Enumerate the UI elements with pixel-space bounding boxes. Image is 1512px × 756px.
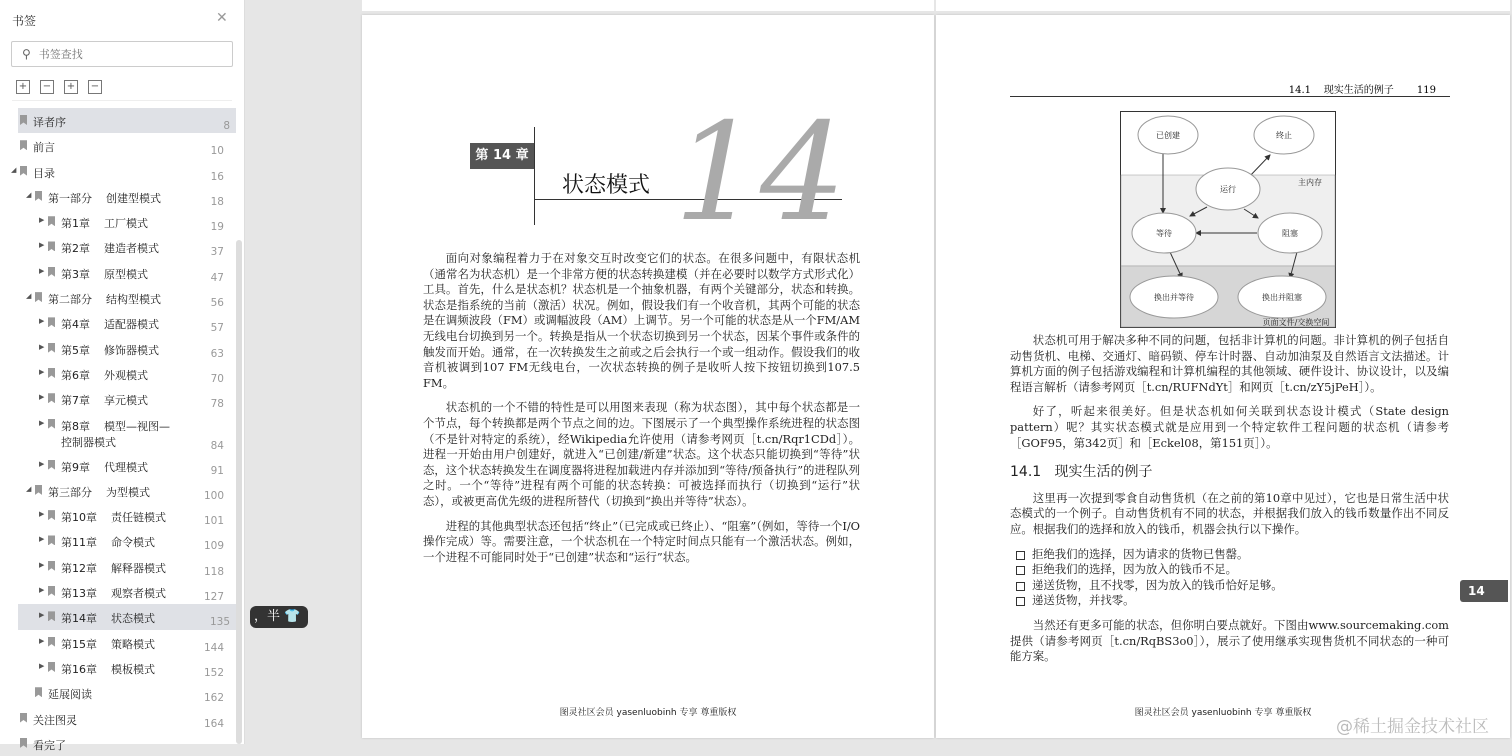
bookmark-item[interactable] — [0, 478, 236, 503]
bookmark-label: 第14章 状态模式 — [61, 612, 155, 626]
remove-bookmark-icon[interactable]: − — [88, 80, 102, 94]
expand-arrow-icon[interactable]: ▶ — [39, 586, 45, 595]
watermark: @稀土掘金技术社区 — [1336, 717, 1489, 737]
expand-arrow-icon[interactable]: ▶ — [39, 367, 45, 376]
bookmark-label: 第16章 模板模式 — [61, 662, 155, 676]
bookmark-page-number: 100 — [203, 489, 224, 502]
region-label: 主内存 — [1298, 178, 1322, 187]
bookmark-label: 译者序 — [33, 116, 66, 129]
bookmark-icon — [48, 343, 55, 353]
bookmark-label: 第12章 解释器模式 — [61, 561, 166, 575]
bookmark-page-number: 118 — [203, 565, 224, 578]
bookmark-icon — [35, 485, 42, 495]
chapter-body — [423, 251, 860, 574]
bookmark-label: 第5章 修饰器模式 — [61, 343, 159, 357]
bookmark-item[interactable] — [18, 108, 236, 133]
bookmark-page-number: 19 — [210, 221, 224, 234]
bookmark-page-number: 47 — [210, 271, 224, 284]
previous-page-edge — [362, 0, 934, 11]
bookmark-page-number: 84 — [210, 439, 224, 452]
bookmark-item[interactable] — [0, 260, 236, 285]
bookmark-label: 关注图灵 — [33, 713, 77, 727]
bookmark-item[interactable] — [0, 528, 236, 553]
state-label: 运行 — [1220, 185, 1236, 194]
bookmark-item[interactable] — [0, 630, 236, 655]
expand-arrow-icon[interactable]: ▶ — [39, 266, 45, 275]
region-label: 页面文件/交换空间 — [1262, 318, 1330, 327]
bookmark-icon — [48, 267, 55, 277]
bookmark-search-box[interactable] — [11, 41, 233, 67]
collapse-arrow-icon[interactable]: ◢ — [26, 292, 32, 301]
bookmark-icon — [35, 687, 42, 697]
divider — [12, 100, 232, 101]
bookmark-item[interactable] — [0, 706, 236, 731]
expand-arrow-icon[interactable]: ▶ — [39, 459, 45, 468]
sidebar-scrollbar[interactable] — [236, 240, 242, 744]
collapse-arrow-icon[interactable]: ◢ — [11, 165, 17, 174]
bookmark-icon — [48, 637, 55, 647]
bookmark-item[interactable] — [0, 159, 236, 184]
paragraph: 当然还有更多可能的状态，但你明白要点就好。下图由www.sourcemaking.com提供（请参考网页［t.cn/RqBS3o0］），展示了使用继承实现售货机不同状态的一种可能方案。 — [1010, 617, 1449, 664]
process-state-diagram — [1120, 111, 1336, 328]
bookmark-label: 延展阅读 — [48, 688, 92, 702]
bookmark-label: 第10章 责任链模式 — [61, 511, 166, 525]
running-header — [1010, 81, 1450, 97]
page-footer: 图灵社区会员 yasenluobinh 专享 尊重版权 — [559, 708, 737, 718]
bookmark-label: 第7章 享元模式 — [61, 394, 148, 408]
bookmark-item[interactable] — [18, 604, 236, 629]
section-heading: 14.1 现实生活的例子 — [1010, 464, 1153, 481]
bookmark-page-number: 10 — [210, 145, 224, 158]
bookmark-item[interactable] — [0, 361, 236, 386]
bookmark-icon — [48, 317, 55, 327]
previous-page-edge — [936, 0, 1510, 11]
bookmark-icon — [48, 535, 55, 545]
state-label: 阻塞 — [1282, 229, 1298, 238]
chapter-number: 14 — [674, 94, 846, 251]
bookmark-icon — [48, 561, 55, 571]
left-page — [362, 15, 934, 738]
expand-arrow-icon[interactable]: ▶ — [39, 510, 45, 519]
bookmark-page-number: 127 — [203, 591, 224, 604]
bookmark-page-number: 78 — [210, 398, 224, 411]
bookmark-icon — [48, 510, 55, 520]
bookmark-label: 目录 — [33, 166, 55, 180]
bookmark-label: 第三部分 为型模式 — [48, 485, 150, 499]
bookmark-icon — [48, 419, 55, 429]
bookmark-item[interactable] — [0, 453, 236, 478]
chapter-label: 第 14 章 — [470, 143, 534, 169]
header-page: 119 — [1416, 85, 1436, 96]
bookmark-icon — [48, 460, 55, 470]
bookmark-label: 第4章 适配器模式 — [61, 318, 159, 332]
section-body — [1010, 333, 1449, 674]
search-icon: ⚲ — [22, 47, 31, 61]
bookmark-page-number: 144 — [203, 641, 224, 654]
bookmark-page-number: 164 — [203, 717, 224, 730]
list-item: 拒绝我们的选择，因为放入的钱币不足。 — [1010, 562, 1449, 578]
bookmark-icon — [48, 216, 55, 226]
bookmark-item[interactable] — [0, 234, 236, 259]
expand-arrow-icon[interactable]: ▶ — [39, 418, 45, 427]
bookmark-icon — [35, 292, 42, 302]
page-footer: 图灵社区会员 yasenluobinh 专享 尊重版权 — [1134, 708, 1312, 718]
bookmark-icon — [20, 166, 27, 176]
bookmark-page-number: 57 — [210, 322, 224, 335]
bookmark-label: 第9章 代理模式 — [61, 460, 148, 474]
bookmark-page-number: 162 — [203, 692, 224, 705]
paragraph: 好了，听起来很美好。但是状态机如何关联到状态设计模式（State design pattern）呢？其实状态模式就是应用到一个特定软件工程问题的状态机（请参考［GOF95，第342页］和［Eckel08，第151页］）。 — [1010, 404, 1449, 450]
bookmark-icon — [48, 586, 55, 596]
bookmark-page-number: 91 — [210, 464, 224, 477]
collapse-all-icon[interactable]: − — [40, 80, 54, 94]
state-label: 换出并阻塞 — [1262, 293, 1302, 302]
paragraph: 这里再一次提到零食自动售货机（在之前的第10章中见过），它也是日常生活中状态模式的一个例子。自动售货机有不同的状态，并根据我们放入的钱币数量作出不同反应。根据我们的选择和放入的钱币，机器会执行以下操作。 — [1010, 490, 1449, 536]
bookmark-sidebar — [0, 0, 245, 752]
bookmark-page-number: 70 — [210, 372, 224, 385]
add-bookmark-icon[interactable]: + — [64, 80, 78, 94]
right-page — [936, 15, 1510, 738]
expand-arrow-icon[interactable]: ▶ — [39, 636, 45, 645]
bookmark-icon — [48, 241, 55, 251]
bookmark-label: 第8章 模型—视图— 控制器模式 — [61, 419, 170, 449]
paragraph: 状态机可用于解决多种不同的问题，包括非计算机的问题。非计算机的例子包括自动售货机、电梯、交通灯、暗码锁、停车计时器、自动加油泵及自然语言文法描述。计算机方面的例子包括游戏编程和计算机编程的其他领域、硬件设计、协议设计，以及编程语言解析（请参考网页［t.cn/RUFNdYt］和网页［t.cn/zY5jPeH］）。 — [1010, 333, 1449, 394]
bookmark-icon — [20, 738, 27, 748]
bookmark-label: 第11章 命令模式 — [61, 536, 155, 550]
bookmark-item[interactable] — [0, 579, 236, 604]
bookmark-icon — [48, 368, 55, 378]
expand-arrow-icon[interactable]: ▶ — [39, 216, 45, 225]
ime-tooltip: ，半 👕 — [250, 606, 308, 628]
bookmark-page-number: 56 — [210, 297, 224, 310]
bookmark-page-number: 18 — [210, 195, 224, 208]
bookmark-item[interactable] — [0, 503, 236, 528]
expand-arrow-icon[interactable]: ▶ — [39, 560, 45, 569]
bookmark-item[interactable] — [0, 336, 236, 361]
header-section: 14.1 现实生活的例子 — [1288, 85, 1394, 96]
bookmark-page-number: 8 — [223, 120, 230, 132]
bookmark-page-number: 16 — [210, 170, 224, 183]
bullet-list — [1010, 547, 1449, 609]
chapter-title: 状态模式 — [562, 173, 651, 198]
bookmark-label: 第二部分 结构型模式 — [48, 293, 161, 307]
collapse-arrow-icon[interactable]: ◢ — [26, 484, 32, 493]
bookmark-page-number: 37 — [210, 246, 224, 259]
collapse-arrow-icon[interactable]: ◢ — [26, 190, 32, 199]
paragraph: 进程的其他典型状态还包括“终止”（已完成或已终止）、“阻塞”（例如，等待一个I/O操作完成）等。需要注意，一个状态机在一个特定时间点只能有一个激活状态。例如，一个进程不可能同时处于“已创建”状态和“运行”状态。 — [423, 518, 860, 564]
bookmark-icon — [20, 713, 27, 723]
bookmark-item[interactable] — [0, 184, 236, 209]
expand-arrow-icon[interactable]: ▶ — [39, 611, 45, 620]
expand-arrow-icon[interactable]: ▶ — [39, 241, 45, 250]
expand-arrow-icon[interactable]: ▶ — [39, 661, 45, 670]
bookmark-label: 第6章 外观模式 — [61, 368, 148, 382]
bookmark-item[interactable] — [0, 133, 236, 158]
bookmark-label: 第1章 工厂模式 — [61, 217, 148, 231]
state-label: 换出并等待 — [1154, 293, 1194, 302]
list-item: 拒绝我们的选择，因为请求的货物已售罄。 — [1010, 547, 1449, 563]
chapter-rule — [534, 127, 535, 225]
bookmark-item[interactable] — [0, 680, 236, 705]
list-item: 递送货物，并找零。 — [1010, 593, 1449, 609]
sidebar-title: 书签 — [12, 14, 37, 28]
bookmark-icon — [20, 140, 27, 150]
bookmark-icon — [48, 662, 55, 672]
bookmark-label: 第13章 观察者模式 — [61, 587, 166, 601]
expand-arrow-icon[interactable]: ▶ — [39, 535, 45, 544]
bookmark-icon — [48, 393, 55, 403]
expand-arrow-icon[interactable]: ▶ — [39, 317, 45, 326]
bookmark-icon — [48, 611, 55, 621]
bookmark-label: 第一部分 创建型模式 — [48, 191, 161, 205]
bookmark-item[interactable] — [0, 386, 236, 411]
bookmark-label: 看完了 — [33, 738, 66, 752]
bookmark-label: 第2章 建造者模式 — [61, 242, 159, 256]
bookmark-label: 前言 — [33, 141, 55, 155]
bookmark-tree — [0, 108, 236, 756]
bookmark-item[interactable] — [0, 655, 236, 680]
chapter-tab: 14 — [1460, 580, 1508, 602]
bookmark-page-number: 135 — [209, 616, 230, 629]
expand-arrow-icon[interactable]: ▶ — [39, 342, 45, 351]
bookmark-search-input[interactable] — [39, 48, 209, 61]
bookmark-item[interactable] — [0, 310, 236, 335]
bookmark-item[interactable] — [0, 285, 236, 310]
bookmark-item[interactable] — [0, 209, 236, 234]
bookmark-item[interactable] — [0, 554, 236, 579]
paragraph: 状态机的一个不错的特性是可以用图来表现（称为状态图），其中每个状态都是一个节点，每个转换都是两个节点之间的边。下图展示了一个典型操作系统进程的状态图（不是针对特定的系统），经Wikipedia允许使用（请参考网页［t.cn/Rqr1CDd］）。进程一开始由用户创建好，就进入“已创建/新建”状态。这个状态只能切换到“等待”状态，这个状态转换发生在调度器将进程加载进内存并添加到“等待/预备执行”的进程队列之时。一个“等待”进程有两个可能的状态转换：可被选择而执行（切换到“运行”状态），或被更高优先级的进程所替代（切换到“换出并等待”状态）。 — [423, 400, 860, 508]
bookmark-page-number: 63 — [210, 347, 224, 360]
state-label: 终止 — [1276, 131, 1292, 140]
bookmark-page-number: 101 — [203, 515, 224, 528]
bookmark-label: 第3章 原型模式 — [61, 267, 148, 281]
expand-arrow-icon[interactable]: ▶ — [39, 393, 45, 402]
list-item: 递送货物，且不找零，因为放入的钱币恰好足够。 — [1010, 578, 1449, 594]
bookmark-item[interactable] — [0, 412, 236, 453]
bookmark-icon — [20, 115, 27, 125]
bookmark-item[interactable] — [0, 731, 236, 756]
expand-all-icon[interactable]: + — [16, 80, 30, 94]
state-label: 已创建 — [1156, 131, 1180, 140]
bookmark-icon — [35, 191, 42, 201]
close-icon[interactable]: ✕ — [216, 10, 228, 26]
bookmark-page-number: 109 — [203, 540, 224, 553]
bookmark-page-number: 152 — [203, 666, 224, 679]
bookmark-label: 第15章 策略模式 — [61, 637, 155, 651]
state-label: 等待 — [1156, 229, 1172, 238]
paragraph: 面向对象编程着力于在对象交互时改变它们的状态。在很多问题中，有限状态机（通常名为状态机）是一个非常方便的状态转换建模（并在必要时以数学方式形式化）工具。首先，什么是状态机？状态机是一个抽象机器，有两个关键部分，状态和转换。状态是指系统的当前（激活）状况。例如，假设我们有一个收音机，其两个可能的状态是在调频波段（FM）或调幅波段（AM）上调节。另一个可能的状态是从一个FM/AM无线电台切换到另一个。转换是指从一个状态切换到另一个状态，因某个事件或条件的触发而开始。通常，在一次转换发生之前或之后会执行一个或一组动作。假设我们的收音机被调到107 FM无线电台，一次状态转换的例子是收听人按下按钮切换到107.5 FM。 — [423, 251, 860, 390]
